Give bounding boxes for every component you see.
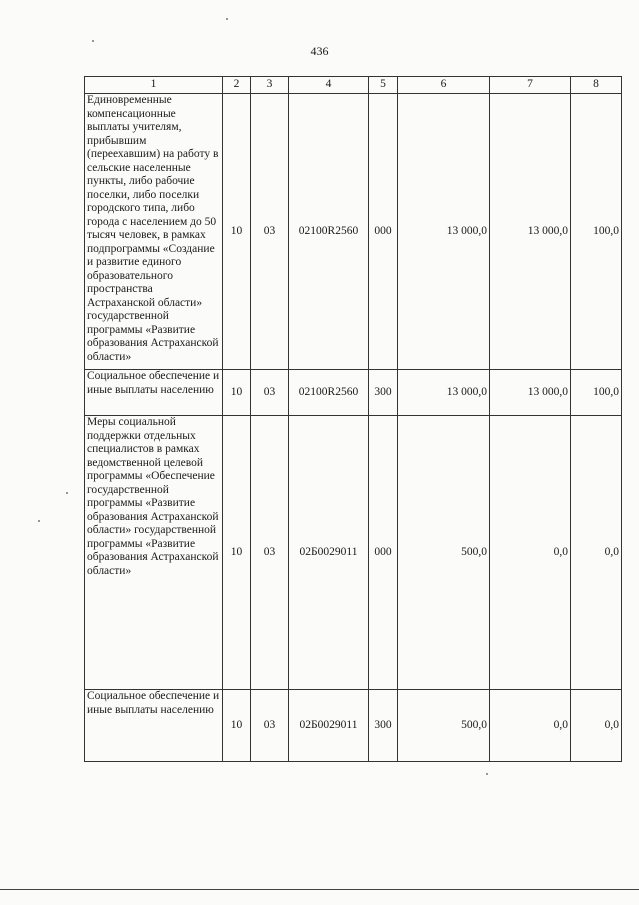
row-section: 10 <box>223 690 251 762</box>
budget-table <box>84 76 622 762</box>
row-subsection: 03 <box>251 94 289 370</box>
header-cell: 6 <box>398 77 490 94</box>
row-expense-type: 000 <box>369 416 398 690</box>
header-cell: 1 <box>85 77 223 94</box>
row-percent: 100,0 <box>571 94 622 370</box>
row-expense-type: 300 <box>369 690 398 762</box>
row-amount: 500,0 <box>398 416 490 690</box>
scan-speck <box>486 773 488 775</box>
header-cell: 3 <box>251 77 289 94</box>
scan-speck <box>38 520 40 522</box>
row-percent: 0,0 <box>571 416 622 690</box>
row-amount: 13 000,0 <box>398 94 490 370</box>
row-target-article: 02Б0029011 <box>289 690 369 762</box>
row-amount: 500,0 <box>398 690 490 762</box>
row-amount: 13 000,0 <box>398 370 490 416</box>
scan-speck <box>92 40 94 42</box>
row-percent: 0,0 <box>571 690 622 762</box>
table-row <box>85 370 622 416</box>
row-percent: 100,0 <box>571 370 622 416</box>
header-cell: 4 <box>289 77 369 94</box>
scan-speck <box>226 18 228 20</box>
row-expense-type: 000 <box>369 94 398 370</box>
row-description: Социальное обеспечение и иные выплаты населению <box>85 690 223 762</box>
row-description: Социальное обеспечение и иные выплаты населению <box>85 370 223 416</box>
header-cell: 5 <box>369 77 398 94</box>
row-section: 10 <box>223 94 251 370</box>
row-target-article: 02100R2560 <box>289 370 369 416</box>
row-expense-type: 300 <box>369 370 398 416</box>
row-amount-2: 0,0 <box>490 690 571 762</box>
row-description: Меры социальной поддержки отдельных специалистов в рамках ведомственной целевой программы «Обеспечение государственной программы «Развитие образования Астраханской области» государственной программы «Развитие образования Астраханской области» <box>85 416 223 690</box>
header-cell: 8 <box>571 77 622 94</box>
bottom-rule <box>0 889 639 890</box>
row-section: 10 <box>223 416 251 690</box>
scan-speck <box>66 492 68 494</box>
header-cell: 2 <box>223 77 251 94</box>
page-number: 436 <box>310 44 329 58</box>
row-amount-2: 13 000,0 <box>490 370 571 416</box>
row-section: 10 <box>223 370 251 416</box>
row-amount-2: 13 000,0 <box>490 94 571 370</box>
row-subsection: 03 <box>251 690 289 762</box>
header-cell: 7 <box>490 77 571 94</box>
header-row <box>85 77 622 94</box>
row-subsection: 03 <box>251 416 289 690</box>
table-row <box>85 94 622 370</box>
row-amount-2: 0,0 <box>490 416 571 690</box>
row-description: Единовременные компенсационные выплаты учителям, прибывшим (переехавшим) на работу в сельские населенные пункты, либо рабочие поселки, либо поселки городского типа, либо города с населением до 50 тысяч человек, в рамках подпрограммы «Создание и развитие единого образовательного пространства Астраханской области» государственной программы «Развитие образования Астраханской области» <box>85 94 223 370</box>
table-row <box>85 690 622 762</box>
row-target-article: 02100R2560 <box>289 94 369 370</box>
row-target-article: 02Б0029011 <box>289 416 369 690</box>
row-subsection: 03 <box>251 370 289 416</box>
table-row <box>85 416 622 690</box>
